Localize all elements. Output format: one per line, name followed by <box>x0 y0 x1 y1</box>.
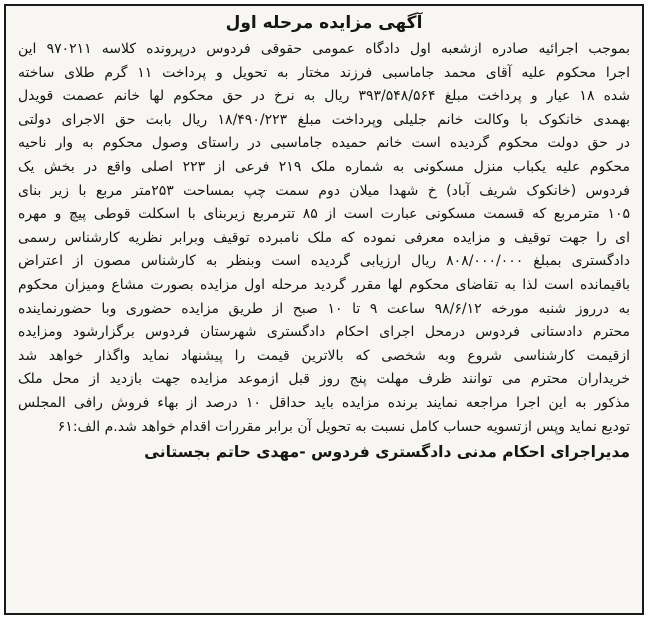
auction-notice <box>4 4 644 615</box>
notice-line: محکوم علیه یکباب منزل مسکونی به شماره ملک ۲۱۹ فرعی از ۲۲۳ اصلی واقع در بخش یک <box>18 158 630 175</box>
notice-line: باقیمانده است لذا به تقاضای محکوم لها مقرر گردید مرحله اول مزایده بصورت مشاع ومیزان محکوم <box>18 276 630 293</box>
notice-line: ۱۰۵ مترمربع که قسمت مسکونی عبارت است از ۸۵ تترمربع زیربنای با اسکلت قوطی پیچ و مهره <box>18 206 630 223</box>
notice-line: اجرا محکوم علیه آقای محمد جاماسبی فرزند مختار به تحویل و پرداخت ۱۱ گرم طلای ساخته <box>18 64 630 81</box>
notice-line: تودیع نماید وپس ازتسویه حساب کامل نسبت به تحویل آن برابر مقررات اقدام خواهد شد.م الف:۶۱ <box>57 418 630 435</box>
notice-line: مذکور به این اجرا مراجعه نمایند برنده مزایده باید حداقل ۱۰ درصد از بهاء فروش رافی المجلس <box>18 394 630 411</box>
notice-line: ازقیمت کارشناسی شروع وبه شخصی که بالاترین قیمت را پیشنهاد نماید واگذار خواهد شد <box>18 347 630 364</box>
notice-line: فردوس (خانکوک شریف آباد) خ شهدا میلان دوم سمت چپ بمساحت ۲۵۳متر مربع با زیر بنای <box>18 182 630 199</box>
notice-line: ای را جهت توقیف و مزایده معرفی نموده که ملک نامبرده توقیف وبرابر نظریه کارشناس رسمی <box>18 229 630 246</box>
notice-line: دادگستری بمبلغ ۸۰۸/۰۰۰/۰۰۰ ریال ارزیابی گردیده است وبنظر به کارشناس مصون از اعتراض <box>18 253 630 270</box>
notice-line: بهمدی خانکوک با وکالت خانم جلیلی وپرداخت مبلغ ۱۸/۴۹۰/۲۲۳ ریال بابت حق الاجرای دولتی <box>18 111 630 128</box>
notice-body <box>18 38 630 439</box>
signature: مدیراجرای احکام مدنی دادگستری فردوس -مهدی حاتم بجستانی <box>144 443 630 462</box>
notice-title: آگهی مزایده مرحله اول <box>225 13 423 33</box>
notice-line: محترم دادستانی فردوس درمحل اجرای احکام دادگستری شهرستان فردوس برگزارشود ومزایده <box>18 324 630 341</box>
notice-line: شده ۱۸ عیار و پرداخت مبلغ ۳۹۳/۵۴۸/۵۶۴ ریال به نرخ در حق محکوم لها خانم عصمت قویدل <box>18 88 630 105</box>
notice-line: خریداران محترم می توانند ظرف مهلت پنج روز قبل ازموعد مزایده جهت بازدید از محل ملک <box>18 371 630 388</box>
notice-line: بموجب اجرائیه صادره ازشعبه اول دادگاه عمومی حقوقی فردوس درپرونده کلاسه ۹۷۰۲۱۱ این <box>18 41 630 57</box>
notice-line: در حق دولت محکوم گردیده است خانم حمیده جاماسبی در راستای وصول محکوم به وار ناحیه <box>18 135 630 152</box>
notice-line: به درروز شنبه مورخه ۹۸/۶/۱۲ ساعت ۹ تا ۱۰ صبح از طریق مزایده حضوری وبا حضورنماینده <box>18 300 630 317</box>
